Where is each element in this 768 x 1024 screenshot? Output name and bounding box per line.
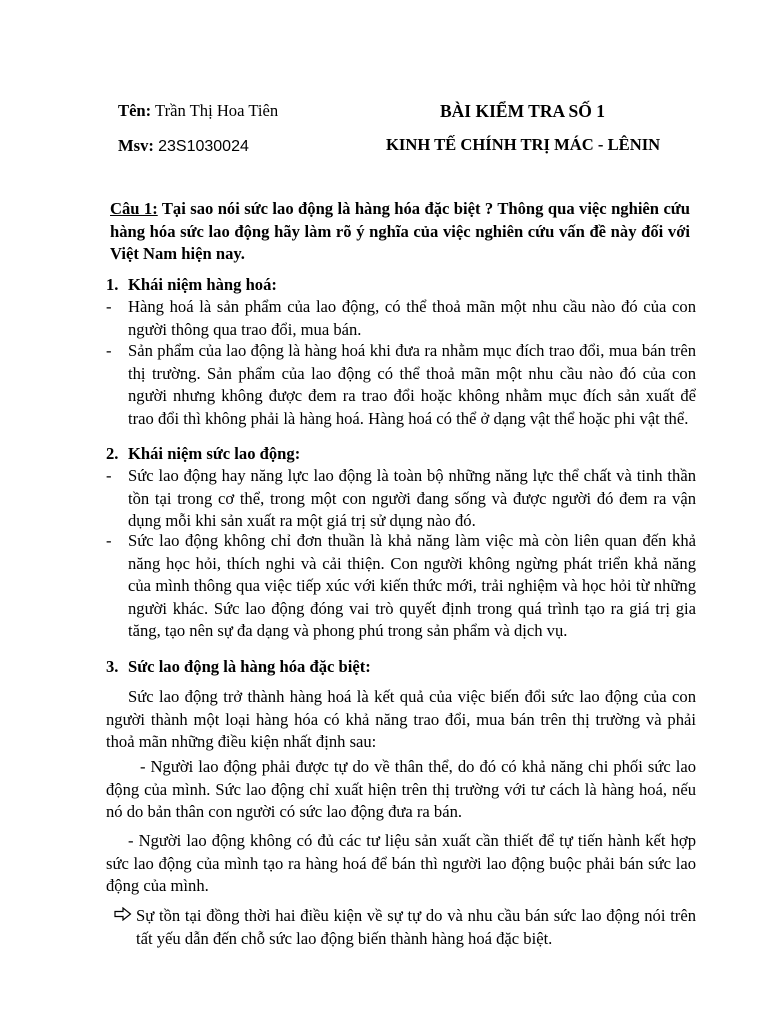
question-text: Tại sao nói sức lao động là hàng hóa đặc biệt ? Thông qua việc nghiên cứu hàng hóa sức lao động hãy làm rõ ý nghĩa của việc nghiên cứu vấn đề này đối với Việt Nam hiện nay.: [110, 199, 690, 263]
paragraph-condition-2: - Người lao động không có đủ các tư liệu sản xuất cần thiết để tự tiến hành kết hợp sức lao động của mình tạo ra hàng hoá để bán thì người lao động buộc phải bán sức lao động của mình.: [106, 831, 696, 895]
list-item: [106, 296, 696, 341]
exam-title: BÀI KIỂM TRA SỐ 1: [440, 101, 605, 121]
student-id: 23S1030024: [158, 138, 249, 155]
question-block: [110, 198, 690, 266]
conclusion-text: Sự tồn tại đồng thời hai điều kiện về sự tự do và nhu cầu bán sức lao động nói trên tất yếu dẫn đến chỗ sức lao động biến thành hàng hoá đặc biệt.: [136, 906, 696, 948]
name-label: Tên:: [118, 101, 152, 120]
list-item-text: Sản phẩm của lao động là hàng hoá khi đưa ra nhằm mục đích trao đổi, mua bán trên thị trường. Sản phẩm của lao động có thể thoả mãn một nhu cầu nào đó của con người nhưng không được đem ra trao đổi hoặc không nhằm mục đích sản xuất để trao đổi thì không phải là hàng hoá. Hàng hoá có thể ở dạng vật thể hoặc phi vật thể.: [128, 341, 696, 428]
list-item: [106, 530, 696, 643]
list-item: [106, 340, 696, 430]
section-heading-1: [106, 274, 696, 297]
bullet-dash: -: [106, 531, 112, 550]
msv-label: Msv:: [118, 136, 154, 155]
list-item: [106, 465, 696, 533]
question-label: Câu 1:: [110, 199, 158, 218]
section-heading-3: [106, 656, 696, 679]
exam-subject: KINH TẾ CHÍNH TRỊ MÁC - LÊNIN: [386, 135, 661, 154]
student-name: Trần Thị Hoa Tiên: [155, 101, 279, 120]
section-number: 2.: [106, 444, 119, 463]
bullet-dash: -: [106, 341, 112, 360]
bullet-dash: -: [106, 297, 112, 316]
student-id-line: [118, 135, 249, 159]
conclusion-block: [110, 905, 696, 950]
list-item-text: Hàng hoá là sản phẩm của lao động, có thể thoả mãn một nhu cầu nào đó của con người thông qua trao đổi, mua bán.: [128, 297, 696, 339]
student-name-line: [118, 100, 278, 123]
section-title: Sức lao động là hàng hóa đặc biệt:: [128, 657, 371, 676]
bullet-dash: -: [106, 466, 112, 485]
outlined-right-arrow-icon: [114, 905, 132, 928]
section-title: Khái niệm sức lao động:: [128, 444, 301, 463]
section-number: 1.: [106, 275, 119, 294]
list-item-text: Sức lao động không chỉ đơn thuần là khả năng làm việc mà còn liên quan đến khả năng học hỏi, thích nghi và cải thiện. Con người không ngừng phát triển khả năng của mình thông qua việc tiếp xúc với kiến thức mới, trải nghiệm và học hỏi từ những người khác. Sức lao động đóng vai trò quyết định trong quá trình tạo ra giá trị gia tăng, tạo nên sự đa dạng và phong phú trong sản phẩm và dịch vụ.: [128, 531, 696, 640]
paragraph-condition-1: - Người lao động phải được tự do về thân thể, do đó có khả năng chi phối sức lao động của mình. Sức lao động chỉ xuất hiện trên thị trường với tư cách là hàng hoá, nếu nó do bản thân con người có sức lao động đưa ra bán.: [106, 757, 696, 821]
section-heading-2: [106, 443, 696, 466]
section-title: Khái niệm hàng hoá:: [128, 275, 277, 294]
section-number: 3.: [106, 657, 119, 676]
paragraph-intro: Sức lao động trở thành hàng hoá là kết quả của việc biến đổi sức lao động của con người thành một loại hàng hóa có khả năng trao đổi, mua bán trên thị trường và phải thoả mãn những điều kiện nhất định sau:: [106, 687, 696, 751]
list-item-text: Sức lao động hay năng lực lao động là toàn bộ những năng lực thể chất và tinh thần tồn tại trong cơ thể, trong một con người đang sống và được người đó đem ra vận dụng mỗi khi sản xuất ra một giá trị sử dụng nào đó.: [128, 466, 696, 530]
